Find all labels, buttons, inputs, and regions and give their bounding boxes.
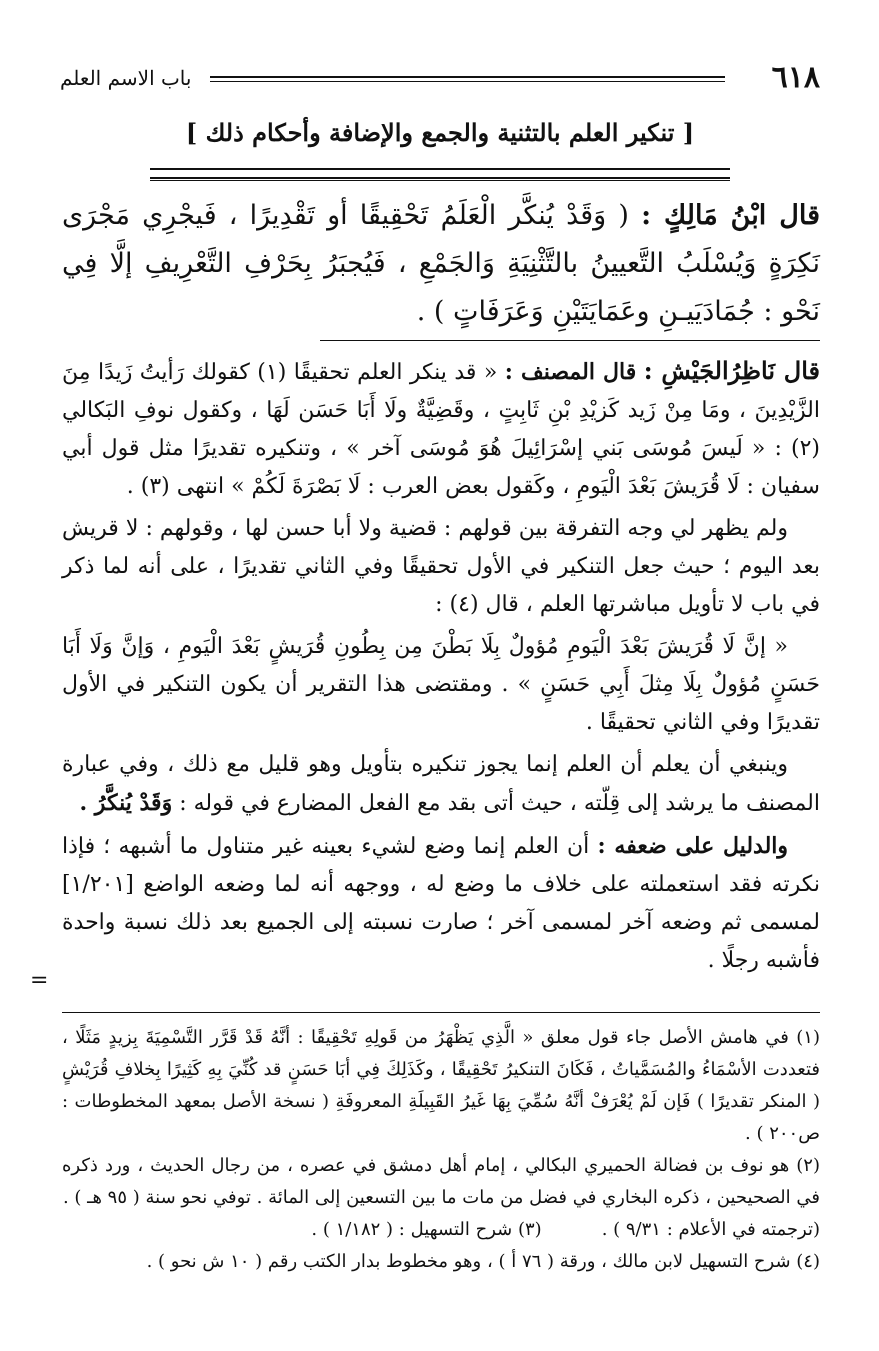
matn-text: ( وَقَدْ يُنكَّر الْعَلَمُ تَحْقِيقًا أو تَقْدِيرًا ، فَيجْرِي مَجْرَى نَكِرَةٍ وَيُسْلَبُ التَّعيينُ بالتَّثْنِيَةِ وَالجَمْعِ ، فَيُجبَرُ بِحَرْفِ التَّعْرِيفِ إلَّا فِي نَحْو : جُمَادَيَيـنِ وعَمَايَتَيْنِ وَعَرَفَاتٍ ) . — [62, 200, 820, 327]
footnote-rule — [62, 1012, 820, 1013]
commentary — [62, 352, 820, 984]
commentary-paragraph — [62, 746, 820, 823]
header-rule — [210, 76, 725, 82]
footnote-3: (٣) شرح التسهيل : ( ١/١٨٢ ) . — [311, 1219, 542, 1240]
page-number: ٦١٨ — [771, 60, 820, 95]
section-title: [ تنكير العلم بالتثنية والجمع والإضافة وأحكام ذلك ] — [185, 118, 695, 147]
matn-quote — [62, 192, 820, 336]
footnote-2-ref: (ترجمته في الأعلام : ٩/٣١ ) . — [601, 1219, 820, 1240]
running-title: باب الاسم العلم — [60, 66, 192, 90]
commentator-label: قال نَاظِرُالجَيْشِ : — [643, 356, 821, 385]
commentary-paragraph: ولم يظهر لي وجه التفرقة بين قولهم : قضية ولا أبا حسن لها ، وقولهم : لا قريش بعد اليوم ؛ حيث جعل التنكير في الأول تحقيقًا وفي الثاني تقديرًا ، على أنه لما ذكر في باب لا تأويل مباشرتها العلم ، قال (٤) : — [62, 516, 820, 617]
commentary-paragraph: « إنَّ لَا قُرَيشَ بَعْدَ الْيَومِ مُؤولٌ بِلَا بَطْنَ مِن بِطُونِ قُرَيشٍ بَعْدَ الْيَومِ ، وَإنَّ وَلَا أَبَا حَسَنٍ مُؤولٌ بِلَا مِثلَ أَبِي حَسَنٍ » . ومقتضى هذا التقرير أن يكون التنكير في الأول تقديرًا وفي الثاني تحقيقًا . — [62, 634, 820, 735]
page-header — [60, 60, 820, 100]
paragraph-text: وينبغي أن يعلم أن العلم إنما يجوز تنكيره بتأويل وهو قليل مع ذلك ، وفي عبارة المصنف ما يرشد إلى قِلّته ، حيث أتى بقد مع الفعل المضارع في قوله : — [62, 752, 820, 816]
matn-label: قال ابْنُ مَالِكٍ : — [641, 200, 820, 231]
footnote-2: (٢) هو نوف بن فضالة الحميري البكالي ، إمام أهل دمشق في عصره ، من رجال الحديث ، ورد ذكره في الصحيحين ، ذكره البخاري في فضل من مات ما بين التسعين إلى المائة . توفي نحو سنة ( ٩٥ هـ ) . — [62, 1155, 820, 1208]
continuation-mark: = — [30, 968, 49, 993]
quoted-phrase: وَقَدْ يُنكَّرُ . — [79, 790, 173, 816]
footnotes — [62, 1022, 820, 1278]
footnote-line — [62, 1214, 820, 1246]
footnote-1: (١) في هامش الأصل جاء قول معلق « الَّذِي يَظْهَرُ من قَولِهِ تَحْقِيقًا : أنَّهُ قَدْ قَرَّر التَّسْمِيَةَ بِزيدٍ مَثَلًا ، فتعددت الأسْمَاءُ والمُسَمَّياتُ ، فَكَانَ التنكيرُ تَحْقِيقًا ، وكَذَلِكَ فِي أبَا حَسَنٍ قد كُنِّيَ بِهِ كَثِيرًا بِخلافِ قُرَيْشٍ ( المنكر تقديرًا ) فَإن لَمْ يُعْرَفْ أنَّهُ سُمِّيَ بِهَا غَيرُ القَبِيلَةِ المعروفَةِ ( نسخة الأصل بمعهد المخطوطات : ص٢٠٠ ) . — [62, 1027, 820, 1144]
matn-rule — [320, 340, 820, 341]
paragraph-text: أن العلم إنما وضع لشيء بعينه غير متناول ما أشبهه ؛ فإذا نكرته فقد استعملته على خلاف ما وضع له ، ووجهه أنه لما وضعه الواضع [١/٢٠١] لمسمى ثم وضعه آخر لمسمى آخر ؛ صارت نسبته إلى الجميع بعد ذلك نسبة واحدة فأشبه رجلًا . — [62, 834, 820, 973]
author-label: قال المصنف : — [504, 359, 637, 385]
commentary-paragraph — [62, 827, 820, 980]
footnote-4: (٤) شرح التسهيل لابن مالك ، ورقة ( ٧٦ أ ) ، وهو مخطوط بدار الكتب رقم ( ١٠ ش نحو ) . — [146, 1251, 820, 1272]
title-rule-thin — [150, 180, 730, 181]
title-double-rule — [150, 168, 730, 179]
paragraph-text: « قد ينكر العلم تحقيقًا (١) كقولك رَأيتُ زَيدًا مِنَ الزَّيْدِينَ ، ومَا مِنْ زَيد كَزيْدِ بْنِ ثَابِتٍ ، وقَضِيَّةٌ ولَا أَبَا حَسَن لَهَا ، وكقول نوفِ البَكالي (٢) : « لَيسَ مُوسَى بَني إسْرَائِيلَ هُوَ مُوسَى آخر » ، وتنكيره تقديرًا مثل قول أبي سفيان : لَا قُرَيشَ بَعْدَ الْيَومِ ، وكَقول بعض العرب : لَا بَصْرَةَ لَكُمْ » انتهى (٣) . — [62, 360, 820, 499]
paragraph-label: والدليل على ضعفه : — [597, 833, 789, 859]
commentary-paragraph — [62, 352, 820, 506]
